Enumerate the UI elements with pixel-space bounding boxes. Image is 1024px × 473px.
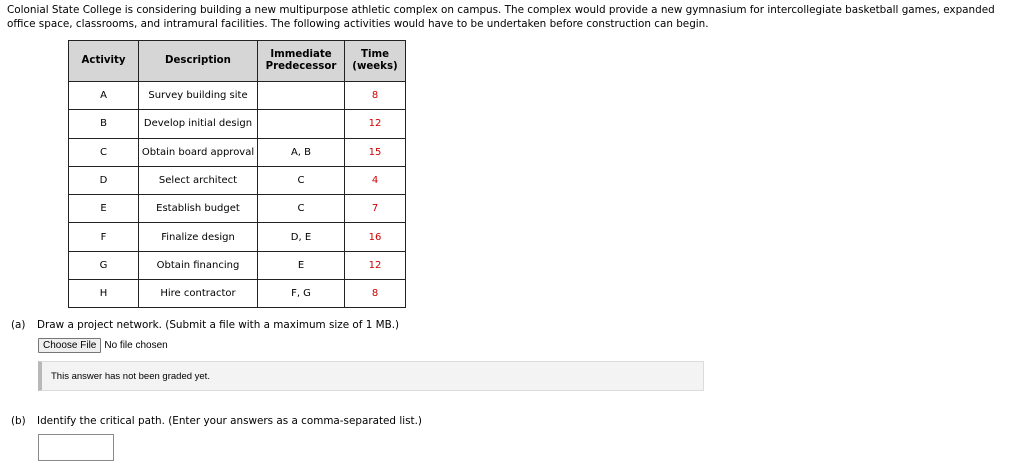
cell-activity: B	[69, 110, 139, 138]
part-a-text: Draw a project network. (Submit a file with a maximum size of 1 MB.)	[37, 319, 400, 331]
cell-time: 15	[345, 138, 406, 166]
cell-description: Obtain board approval	[139, 138, 258, 166]
critical-path-input[interactable]	[38, 434, 114, 461]
cell-activity: D	[69, 166, 139, 194]
cell-activity: E	[69, 195, 139, 223]
cell-description: Hire contractor	[139, 280, 258, 308]
part-a-question	[11, 319, 399, 331]
problem-intro: Colonial State College is considering building a new multipurpose athletic complex on campus. The complex would provide a new gymnasium for intercollegiate basketball games, expanded office space, classrooms, and intramural facilities. The following activities would have to be undertaken before construction can begin.	[7, 4, 995, 30]
grading-status-text: This answer has not been graded yet.	[51, 371, 210, 382]
cell-predecessor: C	[258, 195, 345, 223]
cell-activity: A	[69, 82, 139, 110]
cell-predecessor: C	[258, 166, 345, 194]
cell-description: Finalize design	[139, 223, 258, 251]
cell-time: 16	[345, 223, 406, 251]
cell-predecessor: E	[258, 251, 345, 279]
cell-time: 8	[345, 82, 406, 110]
cell-description: Survey building site	[139, 82, 258, 110]
part-b-label: (b)	[11, 415, 26, 427]
grading-status-box	[38, 361, 704, 391]
choose-file-button[interactable]: Choose File	[38, 338, 101, 353]
part-b-text: Identify the critical path. (Enter your answers as a comma-separated list.)	[37, 415, 422, 427]
header-time	[345, 41, 406, 82]
header-predecessor	[258, 41, 345, 82]
cell-activity: F	[69, 223, 139, 251]
header-time-line2: (weeks)	[352, 61, 398, 72]
table-row	[69, 110, 406, 138]
header-activity: Activity	[69, 41, 139, 82]
file-upload	[38, 338, 168, 353]
cell-activity: H	[69, 280, 139, 308]
header-predecessor-line2: Predecessor	[265, 61, 337, 72]
table-header-row	[69, 41, 406, 82]
cell-predecessor: D, E	[258, 223, 345, 251]
header-description: Description	[139, 41, 258, 82]
cell-activity: C	[69, 138, 139, 166]
table-row	[69, 195, 406, 223]
cell-description: Establish budget	[139, 195, 258, 223]
activity-table	[68, 40, 406, 308]
cell-predecessor	[258, 110, 345, 138]
table-row	[69, 138, 406, 166]
table-row	[69, 82, 406, 110]
cell-description: Obtain financing	[139, 251, 258, 279]
table-row	[69, 166, 406, 194]
table-row	[69, 280, 406, 308]
header-time-line1: Time	[361, 49, 389, 60]
cell-predecessor	[258, 82, 345, 110]
cell-time: 12	[345, 110, 406, 138]
cell-time: 12	[345, 251, 406, 279]
part-a-label: (a)	[11, 319, 26, 331]
table-row	[69, 251, 406, 279]
cell-time: 7	[345, 195, 406, 223]
cell-activity: G	[69, 251, 139, 279]
file-status: No file chosen	[104, 340, 168, 351]
table-row	[69, 223, 406, 251]
cell-predecessor: F, G	[258, 280, 345, 308]
cell-description: Select architect	[139, 166, 258, 194]
header-predecessor-line1: Immediate	[270, 49, 332, 60]
part-b-question	[11, 415, 422, 427]
cell-time: 4	[345, 166, 406, 194]
cell-time: 8	[345, 280, 406, 308]
cell-predecessor: A, B	[258, 138, 345, 166]
cell-description: Develop initial design	[139, 110, 258, 138]
